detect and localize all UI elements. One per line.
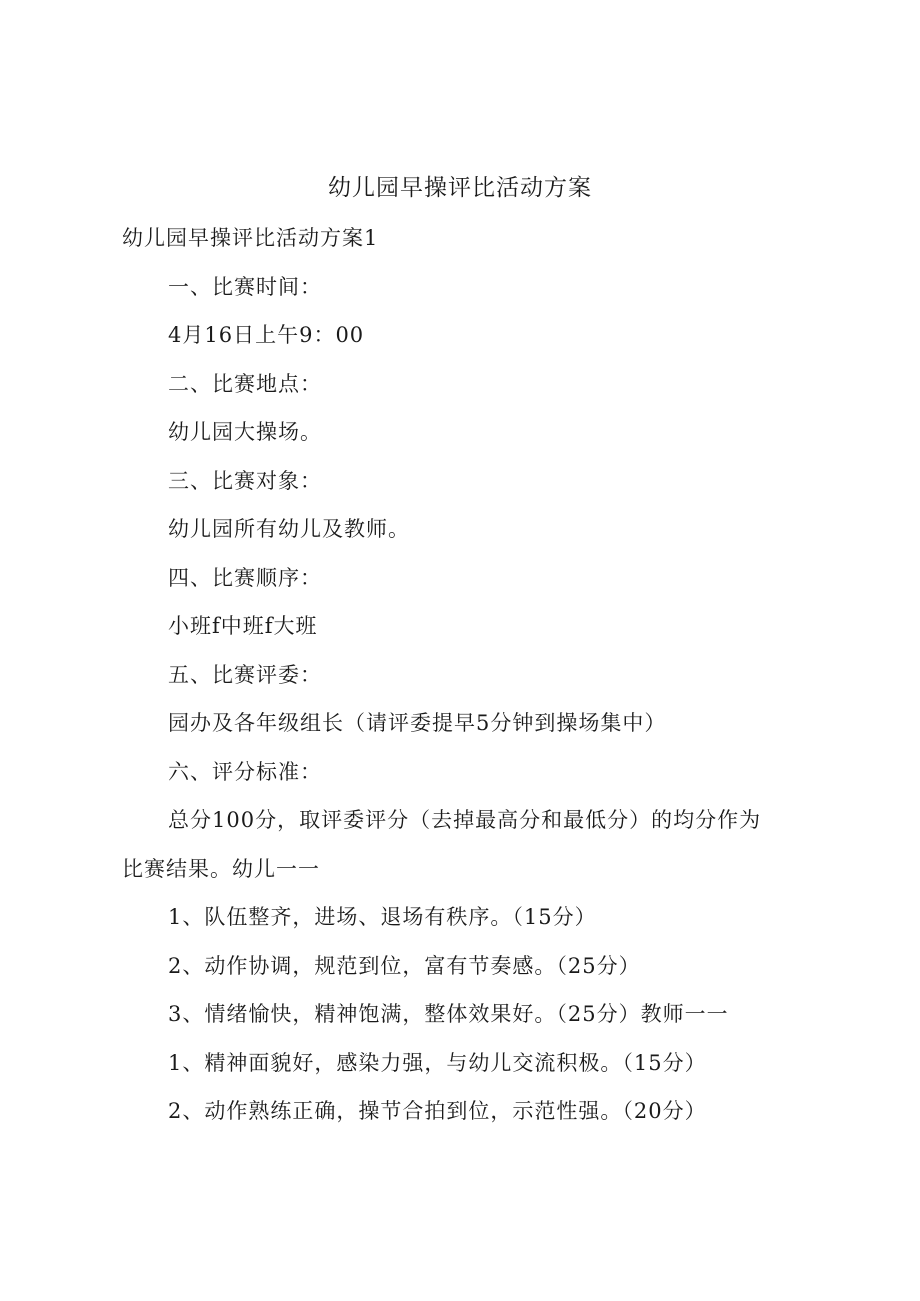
criteria-heading: 六、评分标准： bbox=[168, 760, 322, 784]
child-criteria-item-3: 3、情绪愉快，精神饱满，整体效果好。（25分）教师一一 bbox=[168, 1002, 729, 1026]
teacher-criteria-item-2: 2、动作熟练正确，操节合拍到位，示范性强。（20分） bbox=[168, 1099, 707, 1123]
teacher-criteria-item-1: 1、精神面貌好，感染力强，与幼儿交流积极。（15分） bbox=[168, 1051, 707, 1075]
criteria-intro-line-2: 比赛结果。幼儿一一 bbox=[122, 857, 320, 881]
judges-heading: 五、比赛评委： bbox=[168, 663, 322, 687]
order-heading: 四、比赛顺序： bbox=[168, 566, 322, 590]
criteria-intro-line-1: 总分100分，取评委评分（去掉最高分和最低分）的均分作为 bbox=[168, 808, 762, 832]
time-heading: 一、比赛时间： bbox=[168, 275, 322, 299]
place-value: 幼儿园大操场。 bbox=[168, 420, 322, 444]
time-value: 4月16日上午9：00 bbox=[168, 323, 365, 347]
target-value: 幼儿园所有幼儿及教师。 bbox=[168, 517, 410, 541]
place-heading: 二、比赛地点： bbox=[168, 372, 322, 396]
child-criteria-item-2: 2、动作协调，规范到位，富有节奏感。（25分） bbox=[168, 954, 641, 978]
judges-value: 园办及各年级组长（请评委提早5分钟到操场集中） bbox=[168, 711, 667, 735]
child-criteria-item-1: 1、队伍整齐，进场、退场有秩序。（15分） bbox=[168, 905, 597, 929]
document-subtitle: 幼儿园早操评比活动方案1 bbox=[122, 226, 379, 250]
document-title: 幼儿园早操评比活动方案 bbox=[328, 175, 592, 201]
order-value: 小班f中班f大班 bbox=[168, 614, 318, 638]
target-heading: 三、比赛对象： bbox=[168, 469, 322, 493]
